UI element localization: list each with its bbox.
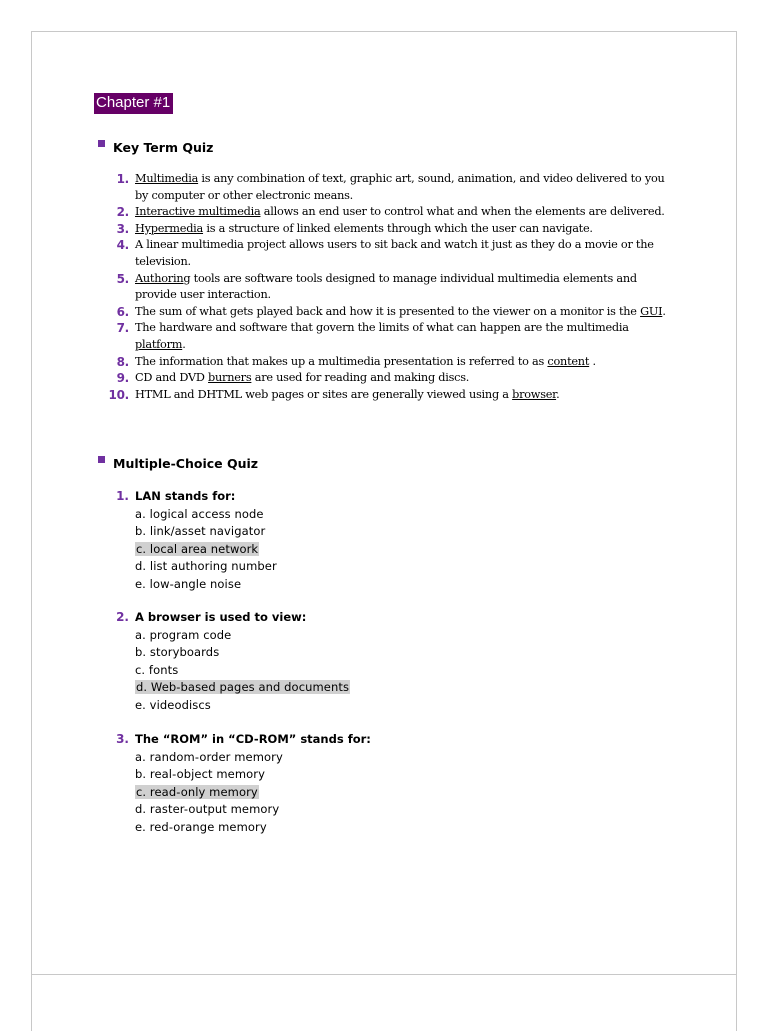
answer-option — [135, 766, 660, 784]
key-term-text — [135, 304, 680, 321]
answer-option — [135, 697, 660, 715]
key-term-item — [100, 354, 680, 371]
square-bullet-icon — [98, 456, 105, 463]
key-term: burners — [208, 371, 252, 385]
page-footer-divider — [31, 974, 737, 975]
key-term-item — [100, 221, 680, 238]
key-term: Hypermedia — [135, 221, 204, 235]
answer-option — [135, 576, 660, 594]
key-term-item — [100, 320, 680, 353]
text-after-term: . — [556, 387, 560, 401]
mc-question-header — [100, 609, 660, 627]
answer-option — [135, 558, 660, 576]
answer-option-label: c. fonts — [135, 662, 179, 677]
square-bullet-icon — [98, 140, 105, 147]
answer-option — [135, 784, 660, 802]
key-term: Interactive multimedia — [135, 205, 261, 219]
mc-question — [100, 609, 660, 715]
answer-option-label: e. red-orange memory — [135, 819, 267, 834]
item-number: 6. — [116, 304, 129, 319]
key-term-item — [100, 304, 680, 321]
text-after-term: are used for reading and making discs. — [251, 371, 470, 385]
answer-option — [135, 679, 660, 697]
text-before-term: The information that makes up a multimedia presentation is referred to as — [135, 354, 548, 368]
key-term-text — [135, 320, 680, 353]
text-before-term: HTML and DHTML web pages or sites are generally viewed using a — [135, 387, 513, 401]
item-number: 5. — [116, 271, 129, 286]
text-after-term: allows an end user to control what and when the elements are delivered. — [260, 205, 665, 219]
key-term: Authoring — [135, 271, 191, 285]
text-after-term: tools are software tools designed to manage individual multimedia elements and provide user interaction. — [135, 271, 637, 302]
text-before-term: The hardware and software that govern the limits of what can happen are the multimedia — [135, 321, 629, 335]
question-number: 3. — [116, 732, 129, 746]
question-number: 2. — [116, 610, 129, 624]
chapter-title: Chapter #1 — [94, 93, 173, 114]
answer-option — [135, 506, 660, 524]
key-term-list — [100, 171, 680, 403]
key-term-text — [135, 354, 680, 371]
question-text: A browser is used to view: — [135, 610, 307, 624]
key-term-item — [100, 237, 680, 270]
key-term-text — [135, 221, 680, 238]
item-number: 3. — [116, 221, 129, 236]
key-term-text — [135, 271, 680, 304]
key-term-text — [135, 204, 680, 221]
key-term-item — [100, 271, 680, 304]
answer-option — [135, 523, 660, 541]
text-after-term: . — [662, 304, 666, 318]
answer-option — [135, 627, 660, 645]
answer-option-label: a. random-order memory — [135, 749, 283, 764]
answer-option — [135, 819, 660, 837]
answer-option — [135, 662, 660, 680]
text-before-term: CD and DVD — [135, 371, 209, 385]
text-after-term: is any combination of text, graphic art, sound, animation, and video delivered to you by computer or other electronic means. — [135, 172, 665, 202]
highlighted-answer: c. read-only memory — [136, 784, 258, 799]
text-after-term: . — [182, 337, 186, 351]
key-term-quiz-heading-label: Key Term Quiz — [113, 140, 214, 155]
item-number: 1. — [116, 172, 129, 186]
answer-option — [135, 644, 660, 662]
answer-option — [135, 801, 660, 819]
key-term-text — [135, 370, 680, 387]
answer-option-label: b. storyboards — [135, 645, 220, 660]
key-term-item — [100, 171, 680, 204]
mc-question — [100, 488, 660, 594]
question-text: The “ROM” in “CD-ROM” stands for: — [135, 732, 371, 746]
key-term: content — [547, 354, 590, 368]
key-term: browser — [512, 387, 557, 401]
key-term-text — [135, 387, 680, 404]
text-before-term: The sum of what gets played back and how it is presented to the viewer on a monitor is the — [135, 304, 641, 318]
answer-option-label: e. videodiscs — [135, 697, 211, 712]
answer-option-label: d. raster-output memory — [135, 802, 280, 817]
key-term-text — [135, 171, 680, 204]
key-term-item — [100, 370, 680, 387]
text-after-term: . — [589, 354, 596, 368]
answer-option-label: e. low-angle noise — [135, 576, 242, 591]
item-number: 8. — [116, 354, 129, 369]
key-term: Multimedia — [135, 172, 199, 185]
item-number: 2. — [116, 205, 129, 220]
text-before-term: A linear multimedia project allows users to sit back and watch it just as they do a movie or the television. — [135, 238, 654, 268]
question-text: LAN stands for: — [135, 489, 236, 503]
question-number: 1. — [116, 489, 129, 503]
answer-option-label: b. real-object memory — [135, 767, 266, 782]
item-number: 10. — [108, 387, 129, 402]
key-term-quiz-heading — [98, 140, 213, 155]
mc-question-header — [100, 488, 660, 506]
multiple-choice-quiz-heading — [98, 456, 258, 471]
item-number: 4. — [116, 238, 129, 253]
key-term: GUI — [640, 304, 663, 318]
key-term-item — [100, 204, 680, 221]
item-number: 7. — [116, 321, 129, 336]
key-term: platform — [135, 337, 183, 351]
answer-option-label: d. list authoring number — [135, 559, 277, 574]
highlighted-answer: d. Web-based pages and documents — [136, 680, 350, 695]
key-term-item — [100, 387, 680, 404]
key-term-text — [135, 237, 680, 270]
highlighted-answer: c. local area network — [136, 541, 259, 556]
answer-option-label: a. program code — [135, 627, 232, 642]
mc-question — [100, 731, 660, 837]
answer-option-label: b. link/asset navigator — [135, 524, 266, 539]
answer-option — [135, 541, 660, 559]
multiple-choice-quiz-heading-label: Multiple-Choice Quiz — [113, 456, 259, 471]
mc-question-header — [100, 731, 660, 749]
item-number: 9. — [116, 371, 129, 386]
answer-option — [135, 749, 660, 767]
text-after-term: is a structure of linked elements through which the user can navigate. — [203, 221, 593, 235]
answer-option-label: a. logical access node — [135, 506, 264, 521]
